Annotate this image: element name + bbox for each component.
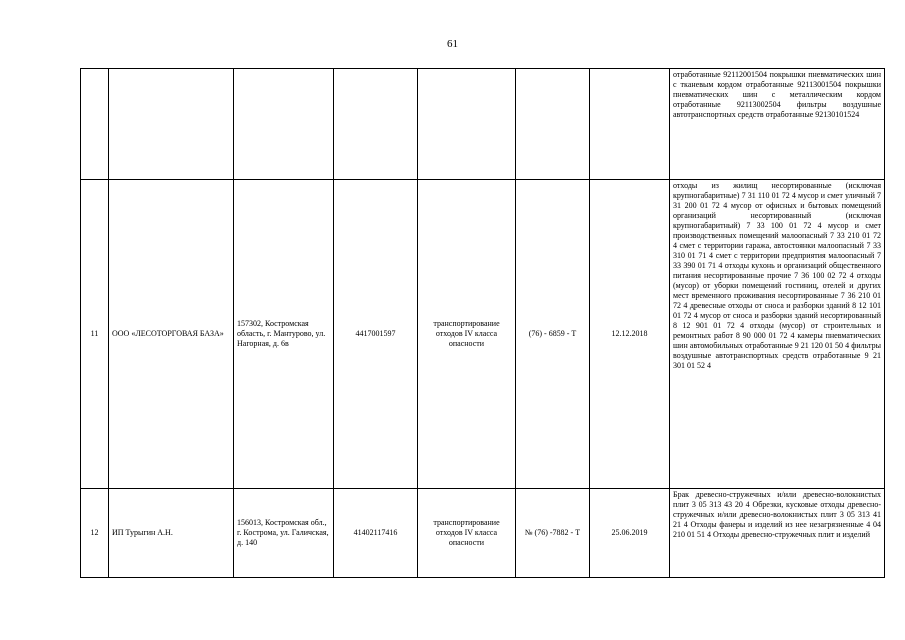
license-date-cell [590, 69, 670, 180]
waste-types-cell: отработанные 92112001504 покрышки пневматических шин с тканевым кордом отработанные 92113001504 покрышки пневматических шин с металлическим кордом отработанные 92113002504 фильтры воздушные автотранспортных средств отработанные 92130101524 [670, 69, 885, 180]
waste-types-cell: Брак древесно-стружечных и/или древесно-волокнистых плит 3 05 313 43 20 4 Обрезки, кусковые отходы древесно-стружечных и/или древесно-волокнистых плит 3 05 313 41 21 4 Отходы фанеры и изделий из нее незагрязненные 4 04 210 01 51 4 Отходы древесно-стружечных плит и изделий [670, 489, 885, 578]
table-row [81, 180, 885, 489]
activity-cell: транспортирование отходов IV класса опасности [418, 489, 516, 578]
inn-cell: 4417001597 [334, 180, 418, 489]
page-number: 61 [447, 38, 458, 50]
organization-name-cell: ООО «ЛЕСОТОРГОВАЯ БАЗА» [109, 180, 234, 489]
license-number-cell: (76) - 6859 - Т [516, 180, 590, 489]
row-number-cell [81, 69, 109, 180]
activity-cell [418, 69, 516, 180]
license-date-cell: 25.06.2019 [590, 489, 670, 578]
inn-cell: 41402117416 [334, 489, 418, 578]
address-cell [234, 69, 334, 180]
row-number-cell: 12 [81, 489, 109, 578]
license-number-cell: № (76) -7882 - Т [516, 489, 590, 578]
waste-types-cell: отходы из жилищ несортированные (исключая крупногабаритные) 7 31 110 01 72 4 мусор и смет уличный 7 31 200 01 72 4 мусор от офисных и бытовых помещений организаций несортированный (исключая крупногабаритный) 7 33 100 01 72 4 мусор и смет производственных помещений малоопасный 7 33 210 01 72 4 смет с территории гаража, автостоянки малоопасный 7 33 310 01 71 4 смет с территории предприятия малоопасный 7 33 390 01 71 4 отходы кухонь и организаций общественного питания несортированные прочие 7 36 100 02 72 4 отходы (мусор) от уборки помещений гостиниц, отелей и других мест временного проживания несортированные 7 36 210 01 72 4 древесные отходы от сноса и разборки зданий 8 12 101 01 72 4 мусор от сноса и разборки зданий несортированный 8 12 901 01 72 4 отходы (мусор) от строительных и ремонтных работ 8 90 000 01 72 4 камеры пневматических шин автомобильных отработанные 9 21 120 01 50 4 фильтры воздушные автотранспортных средств отработанные 9 21 301 01 52 4 [670, 180, 885, 489]
table-row [81, 489, 885, 578]
inn-cell [334, 69, 418, 180]
table-row [81, 69, 885, 180]
row-number-cell: 11 [81, 180, 109, 489]
license-date-cell: 12.12.2018 [590, 180, 670, 489]
waste-license-registry-table [80, 68, 885, 578]
address-cell: 156013, Костромская обл., г. Кострома, ул. Галичская, д. 140 [234, 489, 334, 578]
address-cell: 157302, Костромская область, г. Мантурово, ул. Нагорная, д. 6в [234, 180, 334, 489]
license-number-cell [516, 69, 590, 180]
organization-name-cell [109, 69, 234, 180]
organization-name-cell: ИП Турыгин А.Н. [109, 489, 234, 578]
activity-cell: транспортирование отходов IV класса опасности [418, 180, 516, 489]
